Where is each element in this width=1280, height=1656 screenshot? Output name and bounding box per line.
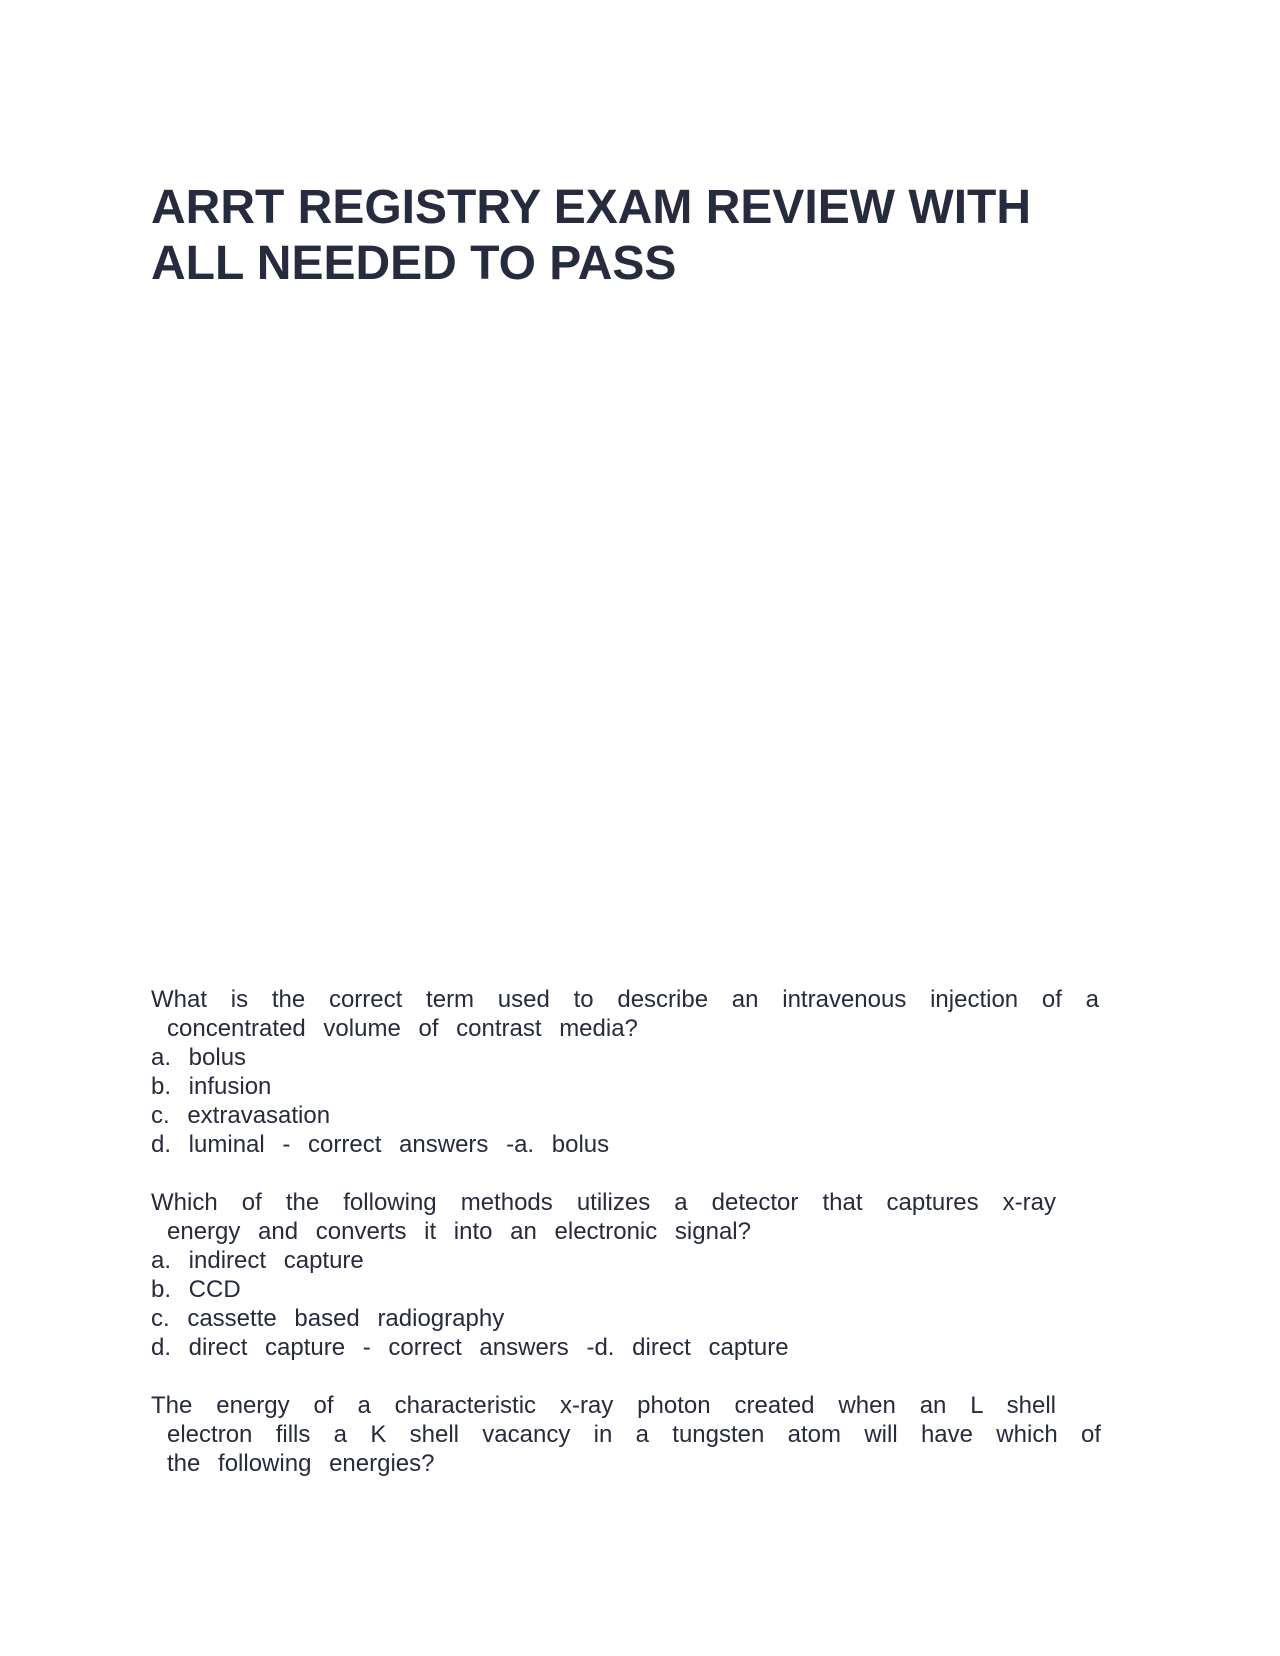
question-item	[151, 985, 1101, 1159]
title-line: ARRT REGISTRY EXAM REVIEW WITH	[151, 181, 1032, 234]
document-title	[151, 180, 1111, 292]
question-stem-line: energy and converts it into an electronic signal?	[167, 1218, 751, 1245]
answer-option: b. CCD	[151, 1276, 241, 1303]
question-stem-line: concentrated volume of contrast media?	[167, 1015, 638, 1042]
question-list	[151, 985, 1101, 1507]
question-stem-line: The energy of a characteristic x-ray photon created when an L shell	[151, 1392, 1056, 1419]
answer-option-with-answer: d. direct capture - correct answers -d. direct capture	[151, 1334, 789, 1361]
answer-option: c. cassette based radiography	[151, 1305, 505, 1332]
question-stem-line: electron fills a K shell vacancy in a tungsten atom will have which of	[167, 1421, 1101, 1448]
answer-option: c. extravasation	[151, 1102, 331, 1129]
answer-option: a. indirect capture	[151, 1247, 364, 1274]
question-item	[151, 1188, 1101, 1362]
question-stem-line: What is the correct term used to describe an intravenous injection of a	[151, 986, 1099, 1013]
question-stem-line: Which of the following methods utilizes a detector that captures x-ray	[151, 1189, 1056, 1216]
answer-option: b. infusion	[151, 1073, 272, 1100]
question-stem-line: the following energies?	[167, 1450, 435, 1477]
title-line: ALL NEEDED TO PASS	[151, 237, 677, 290]
answer-option-with-answer: d. luminal - correct answers -a. bolus	[151, 1131, 610, 1158]
question-item	[151, 1391, 1101, 1478]
answer-option: a. bolus	[151, 1044, 247, 1071]
